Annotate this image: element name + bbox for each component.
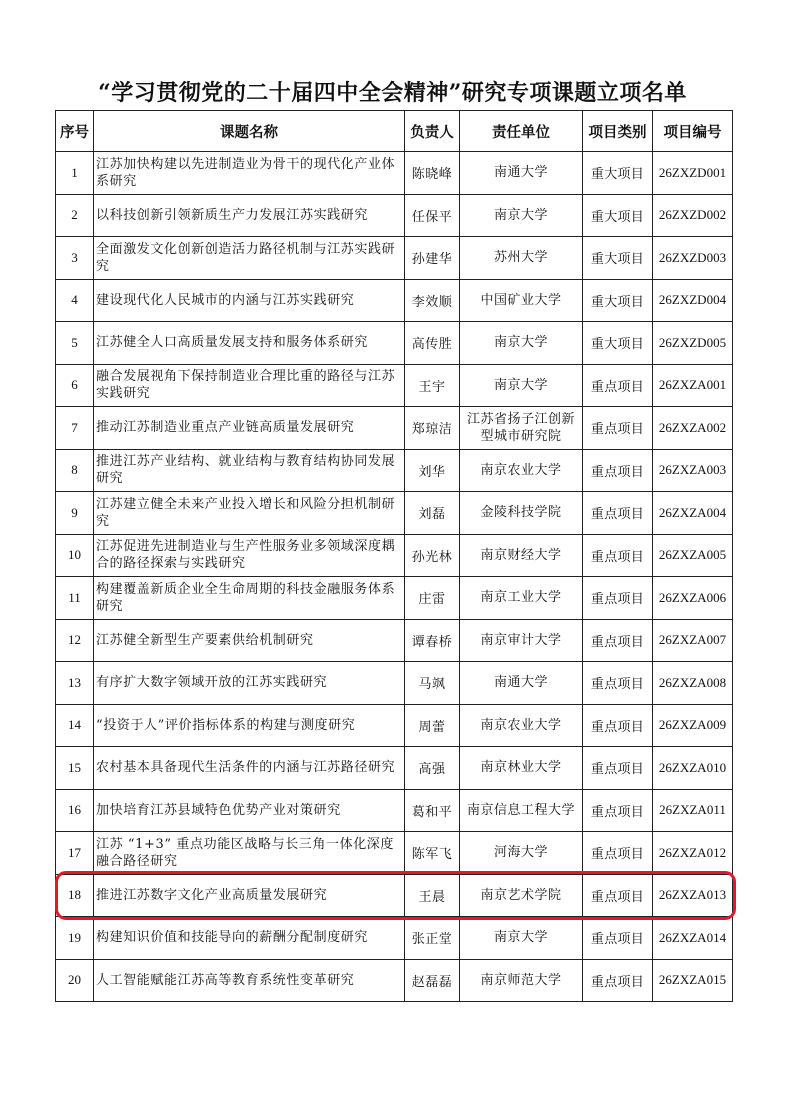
project-code: 26ZXZD003 bbox=[653, 237, 733, 280]
table-row bbox=[56, 917, 733, 960]
project-name: 构建覆盖新质企业全生命周期的科技金融服务体系研究 bbox=[94, 577, 405, 620]
project-code: 26ZXZA009 bbox=[653, 704, 733, 747]
project-type: 重点项目 bbox=[583, 534, 653, 577]
responsible-unit: 南京农业大学 bbox=[460, 449, 583, 492]
row-index: 17 bbox=[56, 832, 94, 875]
project-code: 26ZXZA006 bbox=[653, 577, 733, 620]
project-code: 26ZXZA003 bbox=[653, 449, 733, 492]
project-name: 融合发展视角下保持制造业合理比重的路径与江苏实践研究 bbox=[94, 364, 405, 407]
project-name: 江苏健全新型生产要素供给机制研究 bbox=[94, 619, 405, 662]
row-index: 5 bbox=[56, 322, 94, 365]
project-code: 26ZXZA012 bbox=[653, 832, 733, 875]
header-project-name: 课题名称 bbox=[94, 111, 405, 152]
project-code: 26ZXZD001 bbox=[653, 152, 733, 195]
project-name: 建设现代化人民城市的内涵与江苏实践研究 bbox=[94, 279, 405, 322]
project-name: 人工智能赋能江苏高等教育系统性变革研究 bbox=[94, 959, 405, 1002]
responsible-unit: 金陵科技学院 bbox=[460, 492, 583, 535]
table-row bbox=[56, 407, 733, 450]
row-index: 13 bbox=[56, 662, 94, 705]
table-row bbox=[56, 492, 733, 535]
project-leader: 任保平 bbox=[405, 194, 460, 237]
project-type: 重大项目 bbox=[583, 237, 653, 280]
project-leader: 孙光林 bbox=[405, 534, 460, 577]
project-code: 26ZXZA013 bbox=[653, 874, 733, 917]
project-name: 有序扩大数字领域开放的江苏实践研究 bbox=[94, 662, 405, 705]
project-leader: 谭春桥 bbox=[405, 619, 460, 662]
responsible-unit: 南京财经大学 bbox=[460, 534, 583, 577]
row-index: 9 bbox=[56, 492, 94, 535]
row-index: 12 bbox=[56, 619, 94, 662]
project-type: 重大项目 bbox=[583, 322, 653, 365]
header-unit: 责任单位 bbox=[460, 111, 583, 152]
project-leader: 高强 bbox=[405, 747, 460, 790]
project-name: 江苏 “1+3” 重点功能区战略与长三角一体化深度融合路径研究 bbox=[94, 832, 405, 875]
table-row bbox=[56, 959, 733, 1002]
row-index: 16 bbox=[56, 789, 94, 832]
project-code: 26ZXZA004 bbox=[653, 492, 733, 535]
project-leader: 赵磊磊 bbox=[405, 959, 460, 1002]
table-header-row bbox=[56, 111, 733, 152]
table-row bbox=[56, 237, 733, 280]
project-leader: 王晨 bbox=[405, 874, 460, 917]
project-leader: 葛和平 bbox=[405, 789, 460, 832]
responsible-unit: 南京师范大学 bbox=[460, 959, 583, 1002]
table-row bbox=[56, 322, 733, 365]
project-type: 重点项目 bbox=[583, 662, 653, 705]
project-name: 构建知识价值和技能导向的薪酬分配制度研究 bbox=[94, 917, 405, 960]
project-code: 26ZXZA002 bbox=[653, 407, 733, 450]
project-type: 重大项目 bbox=[583, 152, 653, 195]
table-row bbox=[56, 662, 733, 705]
project-leader: 陈晓峰 bbox=[405, 152, 460, 195]
row-index: 11 bbox=[56, 577, 94, 620]
project-code: 26ZXZA005 bbox=[653, 534, 733, 577]
project-type: 重点项目 bbox=[583, 789, 653, 832]
table-row bbox=[56, 789, 733, 832]
row-index: 1 bbox=[56, 152, 94, 195]
project-leader: 马飒 bbox=[405, 662, 460, 705]
header-index: 序号 bbox=[56, 111, 94, 152]
project-name: 以科技创新引领新质生产力发展江苏实践研究 bbox=[94, 194, 405, 237]
project-name: 全面激发文化创新创造活力路径机制与江苏实践研究 bbox=[94, 237, 405, 280]
project-code: 26ZXZA015 bbox=[653, 959, 733, 1002]
responsible-unit: 中国矿业大学 bbox=[460, 279, 583, 322]
project-type: 重点项目 bbox=[583, 874, 653, 917]
table-row bbox=[56, 832, 733, 875]
project-name: 推进江苏数字文化产业高质量发展研究 bbox=[94, 874, 405, 917]
project-code: 26ZXZD004 bbox=[653, 279, 733, 322]
table-row bbox=[56, 534, 733, 577]
table-row bbox=[56, 152, 733, 195]
header-code: 项目编号 bbox=[653, 111, 733, 152]
row-index: 3 bbox=[56, 237, 94, 280]
project-code: 26ZXZA011 bbox=[653, 789, 733, 832]
project-name: 江苏加快构建以先进制造业为骨干的现代化产业体系研究 bbox=[94, 152, 405, 195]
row-index: 10 bbox=[56, 534, 94, 577]
table-row bbox=[56, 577, 733, 620]
project-leader: 刘华 bbox=[405, 449, 460, 492]
row-index: 8 bbox=[56, 449, 94, 492]
responsible-unit: 南通大学 bbox=[460, 662, 583, 705]
row-index: 14 bbox=[56, 704, 94, 747]
project-leader: 周蕾 bbox=[405, 704, 460, 747]
project-type: 重点项目 bbox=[583, 364, 653, 407]
project-name: 江苏健全人口高质量发展支持和服务体系研究 bbox=[94, 322, 405, 365]
project-name: 江苏建立健全未来产业投入增长和风险分担机制研究 bbox=[94, 492, 405, 535]
responsible-unit: 南京大学 bbox=[460, 322, 583, 365]
header-leader: 负责人 bbox=[405, 111, 460, 152]
project-type: 重点项目 bbox=[583, 407, 653, 450]
table-row bbox=[56, 194, 733, 237]
project-code: 26ZXZA014 bbox=[653, 917, 733, 960]
table-row bbox=[56, 364, 733, 407]
project-type: 重点项目 bbox=[583, 704, 653, 747]
responsible-unit: 南京信息工程大学 bbox=[460, 789, 583, 832]
project-leader: 王宇 bbox=[405, 364, 460, 407]
responsible-unit: 江苏省扬子江创新型城市研究院 bbox=[460, 407, 583, 450]
row-index: 6 bbox=[56, 364, 94, 407]
responsible-unit: 南京大学 bbox=[460, 917, 583, 960]
project-code: 26ZXZD002 bbox=[653, 194, 733, 237]
project-code: 26ZXZA001 bbox=[653, 364, 733, 407]
project-type: 重点项目 bbox=[583, 959, 653, 1002]
table-row bbox=[56, 704, 733, 747]
project-type: 重点项目 bbox=[583, 492, 653, 535]
project-code: 26ZXZA008 bbox=[653, 662, 733, 705]
row-index: 19 bbox=[56, 917, 94, 960]
project-leader: 庄雷 bbox=[405, 577, 460, 620]
project-leader: 郑琼洁 bbox=[405, 407, 460, 450]
project-type: 重点项目 bbox=[583, 619, 653, 662]
row-index: 20 bbox=[56, 959, 94, 1002]
responsible-unit: 南京审计大学 bbox=[460, 619, 583, 662]
project-type: 重点项目 bbox=[583, 917, 653, 960]
project-leader: 高传胜 bbox=[405, 322, 460, 365]
row-index: 18 bbox=[56, 874, 94, 917]
project-type: 重点项目 bbox=[583, 832, 653, 875]
project-list-table bbox=[55, 110, 733, 1002]
project-type: 重点项目 bbox=[583, 449, 653, 492]
project-type: 重大项目 bbox=[583, 279, 653, 322]
responsible-unit: 南京林业大学 bbox=[460, 747, 583, 790]
project-leader: 李效顺 bbox=[405, 279, 460, 322]
project-name: “投资于人”评价指标体系的构建与测度研究 bbox=[94, 704, 405, 747]
project-type: 重点项目 bbox=[583, 747, 653, 790]
row-index: 15 bbox=[56, 747, 94, 790]
header-type: 项目类别 bbox=[583, 111, 653, 152]
project-name: 推进江苏产业结构、就业结构与教育结构协同发展研究 bbox=[94, 449, 405, 492]
project-type: 重大项目 bbox=[583, 194, 653, 237]
responsible-unit: 南京大学 bbox=[460, 194, 583, 237]
project-type: 重点项目 bbox=[583, 577, 653, 620]
table-row bbox=[56, 619, 733, 662]
project-name: 推动江苏制造业重点产业链高质量发展研究 bbox=[94, 407, 405, 450]
project-name: 农村基本具备现代生活条件的内涵与江苏路径研究 bbox=[94, 747, 405, 790]
table-row bbox=[56, 449, 733, 492]
project-name: 江苏促进先进制造业与生产性服务业多领域深度耦合的路径探索与实践研究 bbox=[94, 534, 405, 577]
responsible-unit: 南京工业大学 bbox=[460, 577, 583, 620]
responsible-unit: 河海大学 bbox=[460, 832, 583, 875]
row-index: 4 bbox=[56, 279, 94, 322]
responsible-unit: 南通大学 bbox=[460, 152, 583, 195]
highlight-box bbox=[55, 871, 736, 920]
project-leader: 刘磊 bbox=[405, 492, 460, 535]
project-name: 加快培育江苏县域特色优势产业对策研究 bbox=[94, 789, 405, 832]
project-code: 26ZXZA007 bbox=[653, 619, 733, 662]
responsible-unit: 南京农业大学 bbox=[460, 704, 583, 747]
responsible-unit: 南京艺术学院 bbox=[460, 874, 583, 917]
table-row bbox=[56, 279, 733, 322]
row-index: 2 bbox=[56, 194, 94, 237]
table-row bbox=[56, 747, 733, 790]
project-leader: 张正堂 bbox=[405, 917, 460, 960]
row-index: 7 bbox=[56, 407, 94, 450]
project-leader: 孙建华 bbox=[405, 237, 460, 280]
project-code: 26ZXZD005 bbox=[653, 322, 733, 365]
project-code: 26ZXZA010 bbox=[653, 747, 733, 790]
project-leader: 陈军飞 bbox=[405, 832, 460, 875]
responsible-unit: 南京大学 bbox=[460, 364, 583, 407]
document-title: “学习贯彻党的二十届四中全会精神”研究专项课题立项名单 bbox=[98, 80, 687, 106]
responsible-unit: 苏州大学 bbox=[460, 237, 583, 280]
